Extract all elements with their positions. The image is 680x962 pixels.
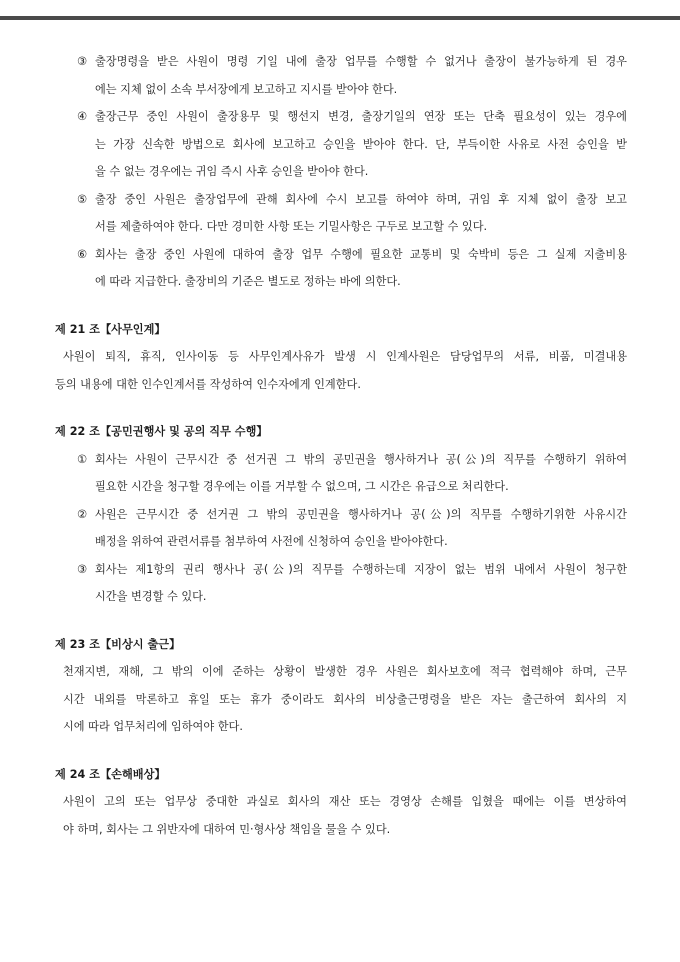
item-line: 서를 제출하여야 한다. 다만 경미한 사항 또는 기밀사항은 구두로 보고할 수 있다. xyxy=(95,220,488,233)
item-number: ⑤ xyxy=(77,192,88,206)
item-line: 에는 지체 없이 소속 부서장에게 보고하고 지시를 받아야 한다. xyxy=(95,82,398,96)
paragraph-line: 사원이 고의 또는 업무상 중대한 과실로 회사의 재산 또는 경영상 손해를 입혔을 때에는 이를 변상하여 xyxy=(63,795,627,808)
item-line: 에 따라 지급한다. 출장비의 기준은 별도로 정하는 바에 의한다. xyxy=(95,275,401,288)
article-23-paragraph xyxy=(55,658,627,741)
article-24-heading: 제 24 조【손해배상】 xyxy=(55,767,166,781)
list-item xyxy=(55,556,627,611)
item-number: ① xyxy=(77,452,88,466)
list-item xyxy=(55,241,627,296)
list-item xyxy=(55,48,627,103)
list-item xyxy=(55,501,627,556)
document-body xyxy=(55,48,627,843)
item-line: 회사는 사원이 근무시간 중 선거권 그 밖의 공민권을 행사하거나 공(公)의 직무를 수행하기 위하여 xyxy=(95,452,627,466)
paragraph-line: 시에 따라 업무처리에 임하여야 한다. xyxy=(63,720,243,733)
list-item xyxy=(55,446,627,501)
paragraph-line: 시간 내외를 막론하고 휴일 또는 휴가 중이라도 회사의 비상출근명령을 받은 자는 출근하여 회사의 지 xyxy=(63,692,627,706)
article-23-heading: 제 23 조【비상시 출근】 xyxy=(55,637,181,651)
paragraph-line: 등의 내용에 대한 인수인계서를 작성하여 인수자에게 인계한다. xyxy=(55,377,361,391)
top-rule xyxy=(0,16,680,20)
item-number: ② xyxy=(77,507,88,521)
paragraph-line: 천재지변, 재해, 그 밖의 이에 준하는 상황이 발생한 경우 사원은 회사보호에 적극 협력해야 하며, 근무 xyxy=(63,665,627,678)
item-number: ③ xyxy=(77,55,88,68)
paragraph-line: 야 하며, 회사는 그 위반자에 대하여 민·형사상 책임을 물을 수 있다. xyxy=(63,822,391,836)
item-line: 을 수 없는 경우에는 귀임 즉시 사후 승인을 받아야 한다. xyxy=(95,165,369,178)
item-number: ③ xyxy=(77,562,88,576)
item-line: 배정을 위하여 관련서류를 첨부하여 사전에 신청하여 승인을 받아야한다. xyxy=(95,535,448,548)
item-line: 필요한 시간을 청구할 경우에는 이를 거부할 수 없으며, 그 시간은 유급으로 처리한다. xyxy=(95,480,509,493)
item-number: ④ xyxy=(77,110,88,123)
article-24-paragraph xyxy=(55,788,627,843)
list-item xyxy=(55,186,627,241)
item-line: 출장 중인 사원은 출장업무에 관해 회사에 수시 보고를 하여야 하며, 귀임 후 지체 없이 출장 보고 xyxy=(95,192,627,206)
item-line: 사원은 근무시간 중 선거권 그 밖의 공민권을 행사하거나 공(公)의 직무를 수행하기위한 사유시간 xyxy=(95,507,627,521)
paragraph-line: 사원이 퇴직, 휴직, 인사이동 등 사무인계사유가 발생 시 인계사원은 담당업무의 서류, 비품, 미결내용 xyxy=(63,350,627,363)
list-item xyxy=(55,103,627,186)
item-number: ⑥ xyxy=(77,247,88,261)
article-21-paragraph xyxy=(55,343,627,398)
article-22-heading: 제 22 조【공민권행사 및 공의 직무 수행】 xyxy=(55,425,268,438)
item-line: 회사는 출장 중인 사원에 대하여 출장 업무 수행에 필요한 교통비 및 숙박비 등은 그 실제 지출비용 xyxy=(95,247,627,261)
item-line: 회사는 제1항의 권리 행사나 공(公)의 직무를 수행하는데 지장이 없는 범위 내에서 사원이 청구한 xyxy=(95,562,627,576)
item-line: 출장근무 중인 사원이 출장용무 및 행선지 변경, 출장기일의 연장 또는 단축 필요성이 있는 경우에 xyxy=(95,110,627,123)
article-21-heading: 제 21 조【사무인계】 xyxy=(55,322,166,336)
item-line: 출장명령을 받은 사원이 명령 기일 내에 출장 업무를 수행할 수 없거나 출장이 불가능하게 된 경우 xyxy=(95,55,627,68)
item-line: 시간을 변경할 수 있다. xyxy=(95,590,207,603)
item-line: 는 가장 신속한 방법으로 회사에 보고하고 승인을 받아야 한다. 단, 부득이한 사유로 사전 승인을 받 xyxy=(95,137,627,151)
